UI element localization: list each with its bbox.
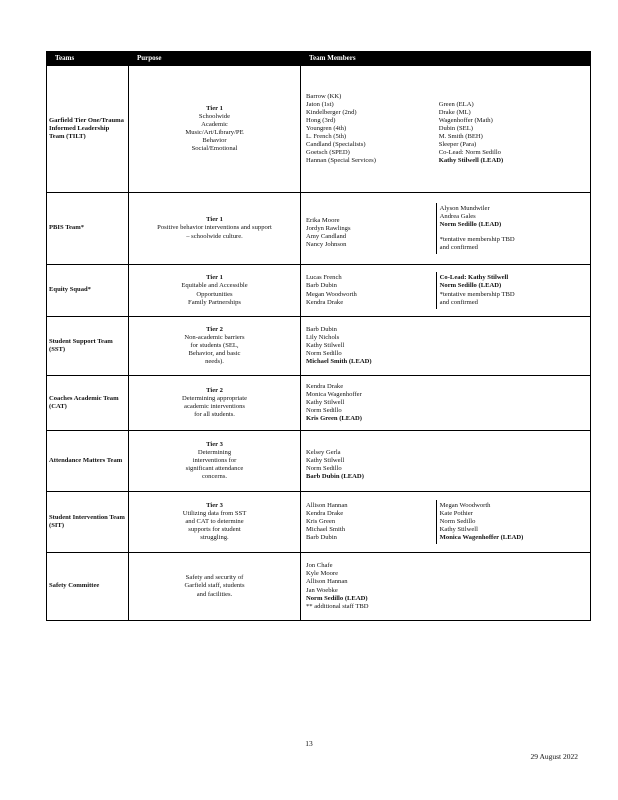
team-name: PBIS Team* bbox=[47, 193, 129, 265]
members-column-right bbox=[436, 203, 588, 254]
team-name: Equity Squad* bbox=[47, 265, 129, 317]
member: Erika Moore bbox=[306, 216, 340, 224]
member-lead: Norm Sedillo (LEAD) bbox=[439, 282, 502, 290]
member: Michael Smith bbox=[306, 526, 346, 534]
member: Kathy Stilwell bbox=[439, 526, 478, 534]
purpose-line: Behavior, and basic bbox=[188, 350, 241, 358]
team-name: Safety Committee bbox=[47, 553, 129, 621]
purpose-line: supports for student bbox=[188, 526, 241, 534]
members-column-left bbox=[303, 272, 436, 308]
purpose-line: Safety and security of bbox=[185, 574, 244, 582]
members-column-left bbox=[303, 500, 436, 544]
purpose-line: Behavior bbox=[202, 137, 227, 145]
team-purpose bbox=[129, 317, 301, 376]
membership-note: *tentative membership TBD bbox=[439, 236, 515, 244]
purpose-line: Schoolwide bbox=[198, 112, 231, 120]
team-members bbox=[301, 265, 591, 317]
member: Lucas French bbox=[306, 274, 342, 282]
member-lead: Barb Dubin (LEAD) bbox=[306, 473, 364, 481]
member-lead: Michael Smith (LEAD) bbox=[306, 358, 372, 366]
member: Kathy Stilwell bbox=[306, 456, 345, 464]
member: Barb Dubin bbox=[306, 534, 337, 542]
document-date: 29 August 2022 bbox=[530, 752, 578, 761]
table-row bbox=[47, 317, 591, 376]
member: Megan Woodworth bbox=[439, 501, 491, 509]
team-name: Student Intervention Team (SIT) bbox=[47, 492, 129, 553]
member: Kendra Drake bbox=[306, 509, 344, 517]
member: Dubin (SEL) bbox=[438, 124, 473, 132]
member: Allison Hannan bbox=[306, 501, 348, 509]
member-lead: Monica Wagenhoffer (LEAD) bbox=[439, 534, 524, 542]
member: M. Smith (BEH) bbox=[438, 132, 483, 140]
member-lead: Kris Green (LEAD) bbox=[306, 415, 362, 423]
team-purpose bbox=[129, 193, 301, 265]
member: Kelsey Gerla bbox=[306, 448, 341, 456]
purpose-line: struggling. bbox=[200, 534, 229, 542]
member: Kathy Stilwell bbox=[306, 341, 345, 349]
member: Youngren (4th) bbox=[306, 124, 347, 132]
member: Candland (Specialists) bbox=[306, 141, 366, 149]
purpose-line: needs). bbox=[205, 358, 224, 366]
purpose-line: Determining bbox=[197, 448, 232, 456]
member: Drake (ML) bbox=[438, 108, 471, 116]
purpose-line: Academic bbox=[201, 120, 228, 128]
team-purpose bbox=[129, 553, 301, 621]
purpose-line: Utilizing data from SST bbox=[182, 509, 247, 517]
table-row bbox=[47, 431, 591, 492]
member: Kathy Stilwell bbox=[306, 398, 345, 406]
member: Norm Sedillo bbox=[306, 350, 342, 358]
purpose-line: – schoolwide culture. bbox=[186, 232, 243, 240]
team-members bbox=[301, 66, 591, 193]
members-column-right bbox=[436, 91, 588, 168]
member: Jordyn Rawlings bbox=[306, 224, 351, 232]
member: L. French (5th) bbox=[306, 133, 347, 141]
purpose-line: Opportunities bbox=[196, 290, 233, 298]
table-row bbox=[47, 66, 591, 193]
purpose-line: for all students. bbox=[194, 411, 235, 419]
member: Jon Chafe bbox=[306, 562, 333, 570]
member: Megan Woodworth bbox=[306, 290, 357, 298]
purpose-line: Social/Emotional bbox=[191, 145, 238, 153]
team-name: Attendance Matters Team bbox=[47, 431, 129, 492]
tier-label: Tier 2 bbox=[206, 325, 223, 333]
team-members bbox=[301, 431, 591, 492]
members-column-left bbox=[303, 203, 436, 254]
member: Barb Dubin bbox=[306, 325, 337, 333]
member: Barrow (KK) bbox=[306, 92, 342, 100]
team-members bbox=[301, 317, 591, 376]
table-header-row bbox=[47, 52, 591, 66]
team-name: Student Support Team (SST) bbox=[47, 317, 129, 376]
table-row bbox=[47, 265, 591, 317]
member: Kendra Drake bbox=[306, 298, 344, 306]
member-lead: Norm Sedillo (LEAD) bbox=[439, 220, 502, 228]
membership-note: *tentative membership TBD bbox=[439, 290, 515, 298]
tier-label: Tier 1 bbox=[206, 274, 223, 282]
member: Kyle Moore bbox=[306, 570, 339, 578]
tier-label: Tier 2 bbox=[206, 386, 223, 394]
member: Goetsch (SPED) bbox=[306, 149, 350, 157]
member-lead: Norm Sedillo (LEAD) bbox=[306, 594, 368, 602]
member: Jaton (1st) bbox=[306, 100, 334, 108]
team-members bbox=[301, 193, 591, 265]
member: Andrea Gales bbox=[439, 212, 476, 220]
membership-note: and confirmed bbox=[439, 298, 478, 306]
member: Kendra Drake bbox=[306, 382, 344, 390]
team-purpose bbox=[129, 265, 301, 317]
member-colead: Co-Lead: Kathy Stilwell bbox=[439, 274, 509, 282]
purpose-line: Determining appropriate bbox=[182, 394, 247, 402]
member: Barb Dubin bbox=[306, 282, 337, 290]
member: Wagenhoffer (Math) bbox=[438, 116, 493, 124]
purpose-line: interventions for bbox=[192, 456, 237, 464]
member: Co-Lead: Norm Sedillo bbox=[438, 149, 501, 157]
team-members bbox=[301, 376, 591, 431]
member: Alyson Mundwiler bbox=[439, 204, 490, 212]
purpose-line: Positive behavior interventions and support bbox=[157, 224, 272, 232]
table-row bbox=[47, 193, 591, 265]
purpose-line: academic interventions bbox=[184, 403, 245, 410]
purpose-line: concerns. bbox=[201, 473, 228, 481]
tier-label: Tier 1 bbox=[206, 104, 223, 112]
membership-note: and confirmed bbox=[439, 244, 478, 252]
member: Kate Pothier bbox=[439, 509, 473, 517]
members-column-left bbox=[303, 91, 436, 168]
purpose-line: significant attendance bbox=[185, 465, 244, 473]
team-name: Coaches Academic Team (CAT) bbox=[47, 376, 129, 431]
table-row bbox=[47, 553, 591, 621]
member: Norm Sedillo bbox=[306, 407, 342, 415]
table-row bbox=[47, 492, 591, 553]
member: Norm Sedillo bbox=[439, 517, 476, 525]
page-number: 13 bbox=[305, 739, 313, 748]
members-column-right bbox=[436, 500, 588, 544]
member: Green (ELA) bbox=[438, 100, 474, 108]
purpose-line: and facilities. bbox=[196, 590, 233, 598]
team-name: Garfield Tier One/Trauma Informed Leadership Team (TILT) bbox=[47, 66, 129, 193]
member: Kris Green bbox=[306, 517, 336, 525]
purpose-line: Non-academic barriers bbox=[184, 333, 245, 341]
header-members: Team Members bbox=[301, 52, 591, 66]
header-purpose: Purpose bbox=[129, 52, 301, 66]
member: Norm Sedillo bbox=[306, 465, 342, 472]
team-purpose bbox=[129, 376, 301, 431]
member: Sleeper (Para) bbox=[438, 141, 477, 149]
teams-table bbox=[46, 51, 591, 621]
tier-label: Tier 3 bbox=[206, 501, 223, 509]
member: Kindelberger (2nd) bbox=[306, 108, 357, 116]
team-purpose bbox=[129, 66, 301, 193]
purpose-line: Equitable and Accessible bbox=[181, 282, 248, 290]
member: Hong (3rd) bbox=[306, 116, 336, 124]
member: Amy Candland bbox=[306, 232, 347, 240]
member: Nancy Johnson bbox=[306, 241, 347, 249]
team-members bbox=[301, 553, 591, 621]
table-row bbox=[47, 376, 591, 431]
purpose-line: Music/Art/Library/PE bbox=[185, 129, 244, 136]
member: Lily Nichols bbox=[306, 333, 340, 341]
members-column-right bbox=[436, 272, 588, 308]
member: Allison Hannan bbox=[306, 578, 348, 586]
member-lead: Kathy Stilwell (LEAD) bbox=[438, 157, 504, 165]
purpose-line: Garfield staff, students bbox=[184, 582, 245, 590]
team-purpose bbox=[129, 431, 301, 492]
member: Monica Wagenhoffer bbox=[306, 390, 362, 398]
membership-note: ** additional staff TBD bbox=[306, 602, 369, 610]
team-members bbox=[301, 492, 591, 553]
purpose-line: Family Partnerships bbox=[188, 298, 241, 306]
tier-label: Tier 3 bbox=[206, 440, 223, 448]
member: Jan Woebke bbox=[306, 586, 338, 594]
tier-label: Tier 1 bbox=[206, 216, 223, 224]
purpose-line: for students (SEL, bbox=[190, 341, 239, 349]
team-purpose bbox=[129, 492, 301, 553]
header-teams: Teams bbox=[47, 52, 129, 66]
purpose-line: and CAT to determine bbox=[185, 517, 244, 525]
member: Hannan (Special Services) bbox=[306, 157, 376, 165]
